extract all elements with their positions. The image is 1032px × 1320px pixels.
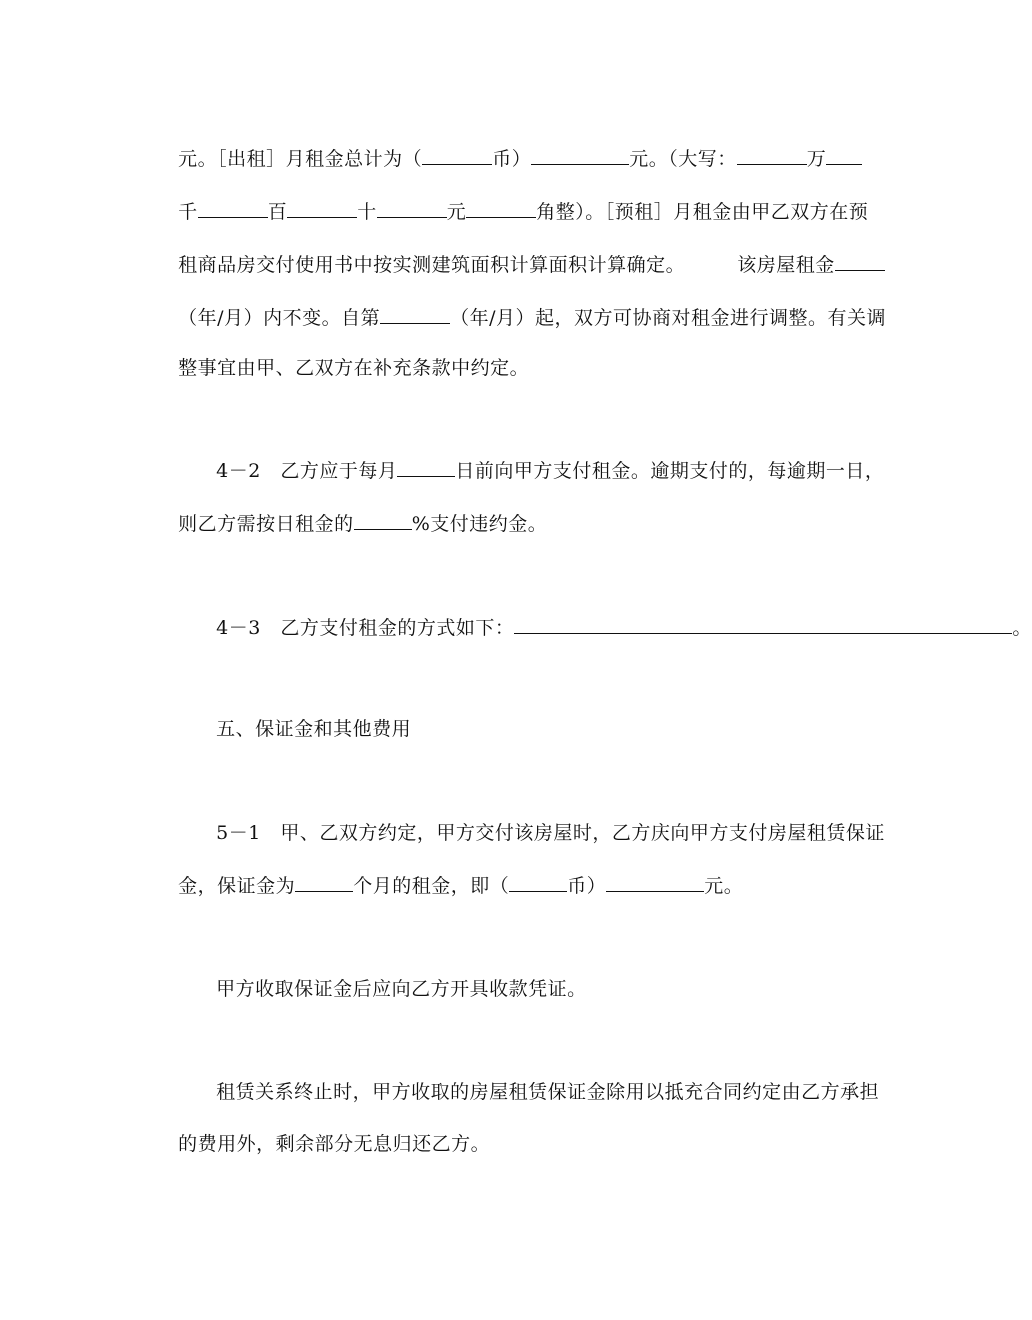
text: 元 [446,201,467,223]
text: 甲方收取保证金后应向乙方开具收款凭证。 [216,978,587,1000]
section-heading-5 [190,693,411,765]
text: 元。［出租］月租金总计为（ [178,148,423,170]
text: 金，保证金为 [178,875,296,897]
payment-method-blank [514,615,1012,634]
heading-text: 五、保证金和其他费用 [216,718,412,740]
deposit-currency-blank [509,873,567,892]
text: 的费用外，剩余部分无息归还乙方。 [178,1133,491,1155]
bai-blank [287,199,357,218]
termination-line2 [152,1108,490,1180]
text: %支付违约金。 [411,513,548,535]
text: 整事宜由甲、乙双方在补充条款中约定。 [178,357,530,379]
text: 日前向甲方支付租金。逾期支付的，每逾期一日， [455,460,885,482]
amount-blank [531,146,629,165]
text: 该房屋租金 [737,254,835,276]
text: 元。（大写： [629,148,737,170]
text: 万 [806,148,827,170]
text: （年/月）起，双方可协商对租金进行调整。有关调 [450,307,886,329]
text: 个月的租金，即（ [353,875,510,897]
text: 5－1 甲、乙双方约定，甲方交付该房屋时，乙方庆向甲方支付房屋租赁保证 [216,822,885,844]
clause-4-2-line2 [152,487,547,560]
text: 币） [567,875,607,897]
currency-blank [422,146,492,165]
text: 元。 [704,875,744,897]
receipt-paragraph [190,953,587,1025]
from-period-blank [380,305,450,324]
text: 则乙方需按日租金的 [178,513,354,535]
text: 4－2 乙方应于每月 [216,460,398,482]
text: 千 [178,201,198,223]
clause-4-3 [190,591,1032,664]
period-blank [835,252,885,271]
pay-day-blank [397,458,455,477]
wan-blank [737,146,807,165]
text: 币） [492,148,532,170]
qian-blank [198,199,268,218]
text: 租赁关系终止时，甲方收取的房屋租赁保证金除用以抵充合同约定由乙方承担 [216,1081,880,1103]
text: 。 [1012,617,1032,639]
clause-5-1-line2 [152,849,743,922]
text: 十 [357,201,377,223]
shi-blank [377,199,447,218]
supplement-line [152,332,529,404]
penalty-rate-blank [354,511,412,530]
text: 4－3 乙方支付租金的方式如下： [216,617,515,639]
qian-lead-blank [826,146,862,165]
deposit-amount-blank [606,873,704,892]
yuan-blank [466,199,536,218]
text: 角整）。［预租］月租金由甲乙双方在预 [536,201,869,223]
text: （年/月）内不变。自第 [178,307,381,329]
text: 百 [267,201,288,223]
text: 租商品房交付使用书中按实测建筑面积计算面积计算确定。 [178,254,686,276]
deposit-months-blank [295,873,353,892]
